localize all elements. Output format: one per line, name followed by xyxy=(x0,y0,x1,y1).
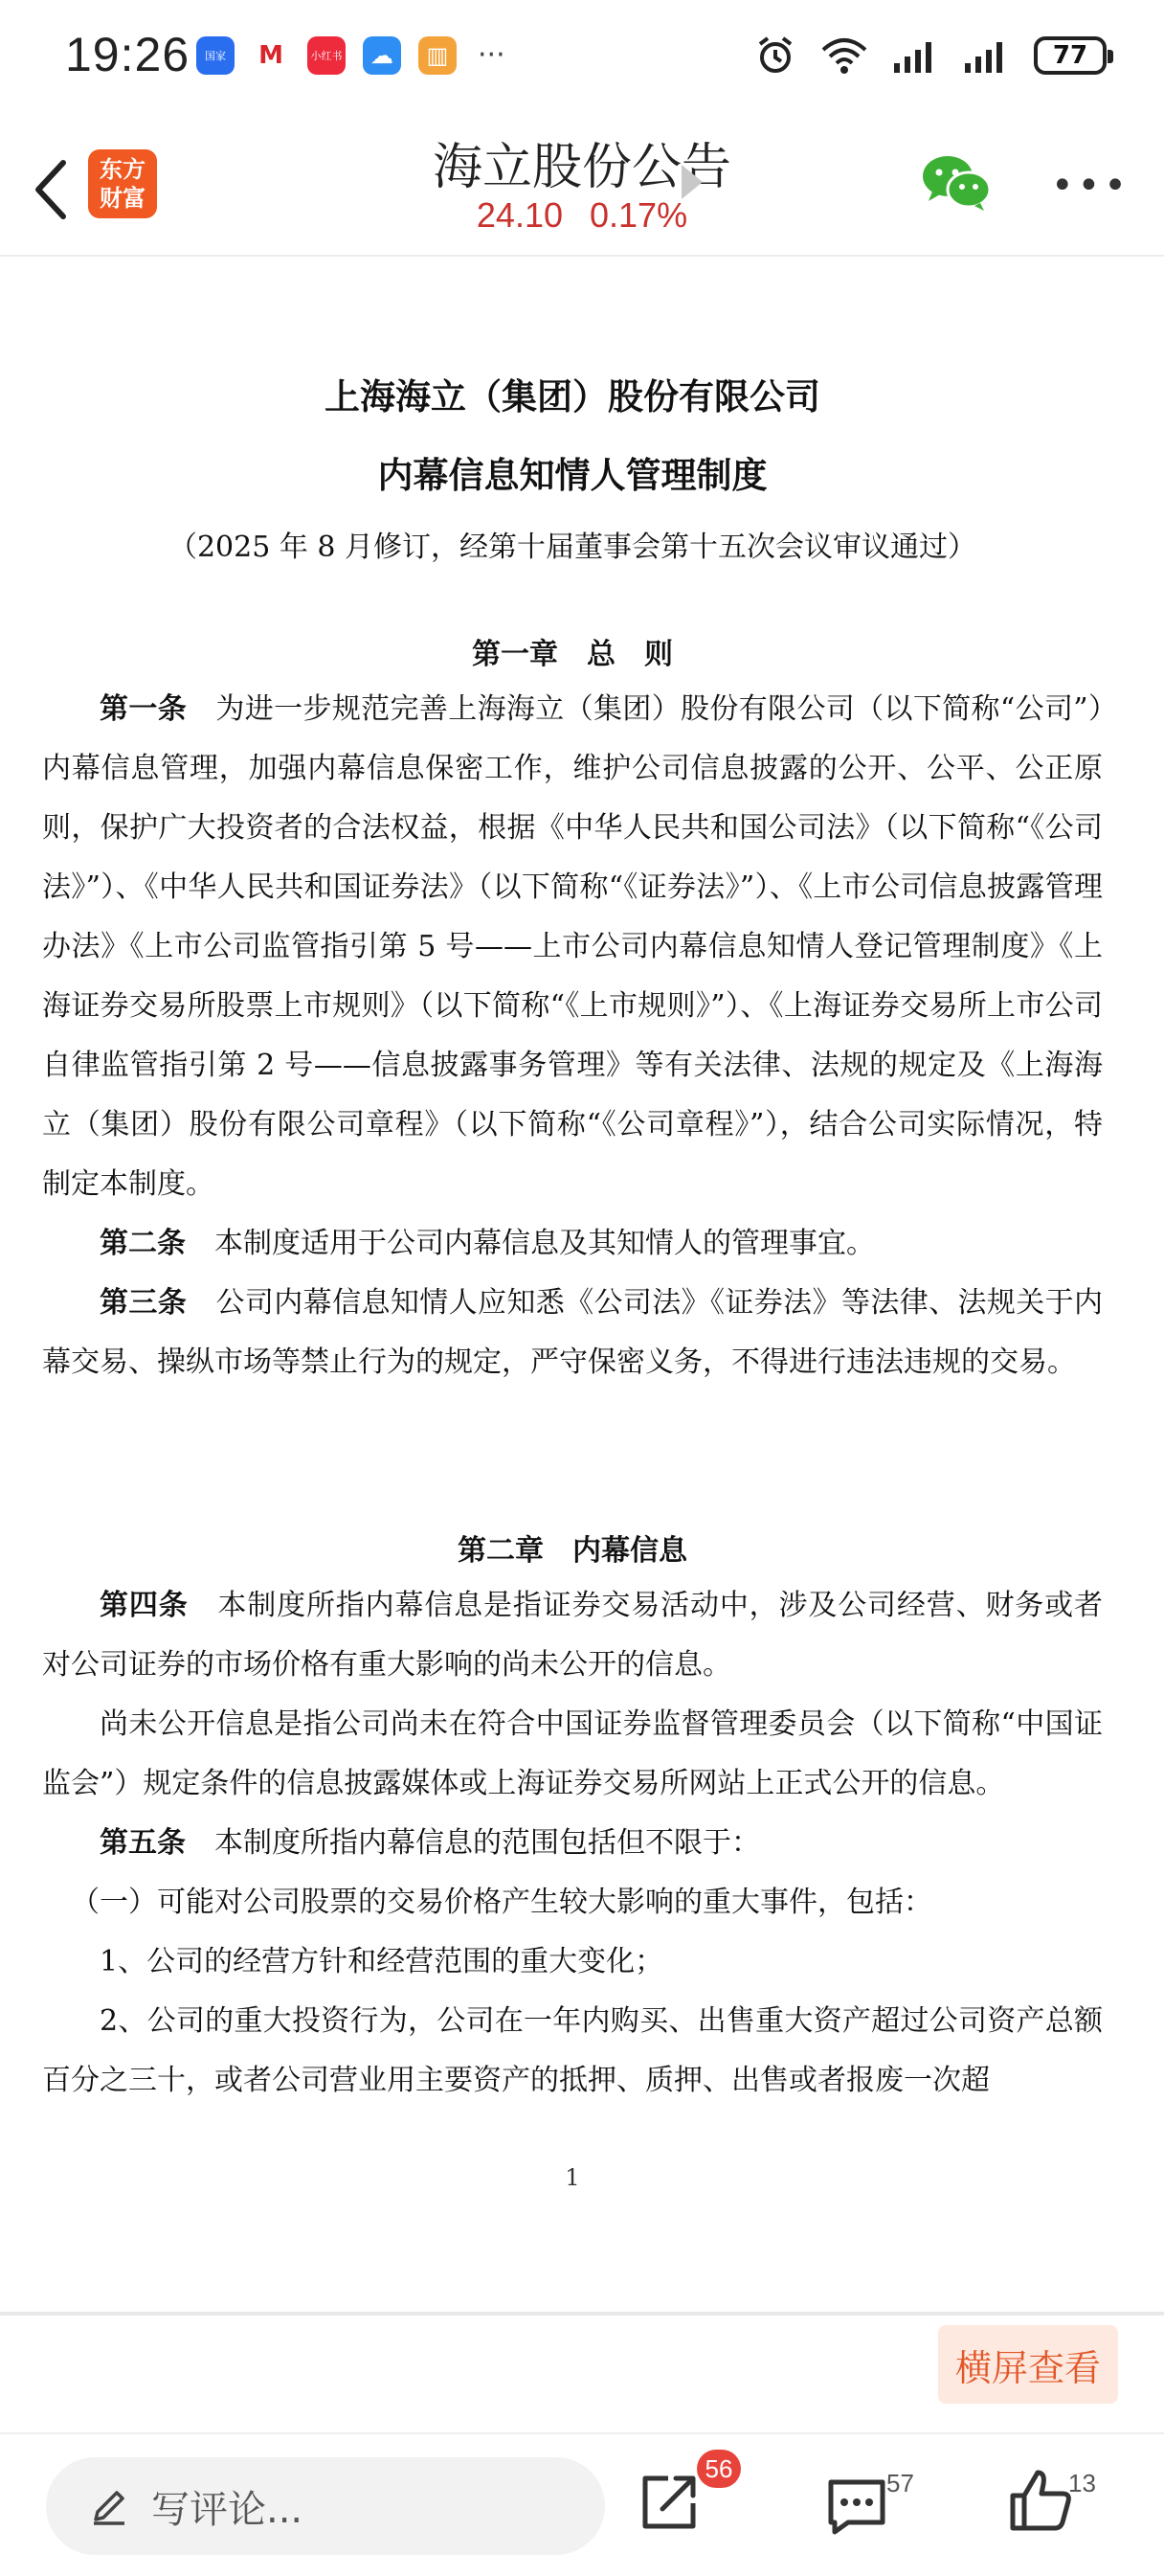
xiaohongshu-app-icon: 小红书 xyxy=(307,36,346,75)
article-5 xyxy=(42,1814,1103,1873)
more-notifications-icon: ··· xyxy=(478,38,505,72)
article-label: 第四条 xyxy=(100,1589,189,1622)
cloud-app-icon: ☁ xyxy=(363,36,401,75)
cmb-app-icon: M xyxy=(252,36,290,75)
comment-placeholder: 写评论... xyxy=(151,2487,303,2532)
page-number: 1 xyxy=(565,2164,580,2191)
chapter-heading: 第一章 总 则 xyxy=(472,638,673,671)
article-3 xyxy=(42,1274,1103,1392)
chapter-heading: 第二章 内幕信息 xyxy=(458,1534,687,1568)
paint-app-icon: ▥ xyxy=(418,36,457,75)
wifi-icon xyxy=(819,34,869,77)
bottom-action-bar xyxy=(0,2432,1164,2576)
like-count: 13 xyxy=(1068,2469,1096,2497)
article-text: 公司内幕信息知情人应知悉《公司法》《证券法》等法律、法规关于内幕交易、操纵市场等禁止行为的规定，严守保密义务，不得进行违法违规的交易。 xyxy=(42,1286,1104,1379)
app-header xyxy=(0,115,1164,257)
article-label: 第二条 xyxy=(100,1227,186,1260)
triangle-right-icon[interactable] xyxy=(682,165,703,199)
doc-title: 内幕信息知情人管理制度 xyxy=(377,455,768,496)
pencil-icon xyxy=(88,2485,130,2527)
landscape-view-button[interactable]: 横屏查看 xyxy=(938,2325,1118,2404)
logo-line2: 财富 xyxy=(100,185,146,212)
alarm-icon xyxy=(754,34,796,77)
article-text: 本制度所指内幕信息是指证券交易活动中，涉及公司经营、财务或者对公司证券的市场价格有重大影响的尚未公开的信息。 xyxy=(42,1589,1104,1682)
list-item: （一）可能对公司股票的交易价格产生较大影响的重大事件，包括： xyxy=(71,1886,932,1919)
notification-icons xyxy=(196,36,505,75)
share-count-badge: 56 xyxy=(697,2450,741,2488)
comment-icon[interactable] xyxy=(823,2473,890,2540)
guojia-app-icon: 国家 xyxy=(196,36,235,75)
article-text: 本制度适用于公司内幕信息及其知情人的管理事宜。 xyxy=(186,1227,875,1260)
article-1 xyxy=(42,680,1103,1214)
article-4-paragraph-2: 尚未公开信息是指公司尚未在符合中国证券监督管理委员会（以下简称“中国证监会”）规定条件的信息披露媒体或上海证券交易所网站上正式公开的信息。 xyxy=(42,1707,1103,1800)
comment-input[interactable] xyxy=(46,2457,605,2555)
stock-change: 0.17% xyxy=(590,195,688,235)
article-text: 本制度所指内幕信息的范围包括但不限于： xyxy=(186,1826,760,1860)
comment-count: 57 xyxy=(886,2469,914,2497)
wechat-share-icon[interactable] xyxy=(921,153,992,213)
status-bar xyxy=(0,0,1164,115)
page-title[interactable]: 海立股份公告 xyxy=(432,139,731,196)
list-item: 1、公司的经营方针和经营范围的重大变化； xyxy=(100,1945,664,1978)
article-2 xyxy=(42,1214,1103,1274)
article-label: 第一条 xyxy=(100,692,188,726)
article-text: 为进一步规范完善上海海立（集团）股份有限公司（以下简称“公司”）内幕信息管理，加强内幕信息保密工作，维护公司信息披露的公开、公平、公正原则，保护广大投资者的合法权益，根据《中华人民共和国公司法》（以下简称“《公司法》”）、《中华人民共和国证券法》（以下简称“《证券法》”）、《上市公司信息披露管理办法》《上市公司监管指引第 5 号——上市公司内幕信息知情人登记管理制度》《上海证券交易所股票上市规则》（以下简称“《上市规则》”）、《上海证券交易所上市公司自律监管指引第 2 号——信息披露事务管理》等有关法律、法规的规定及《上海海立（集团）股份有限公司章程》（以下简称“《公司章程》”），结合公司实际情况，特制定本制度。 xyxy=(42,692,1103,1201)
more-icon[interactable]: ••• xyxy=(1051,164,1130,208)
signal-icon xyxy=(892,36,940,75)
signal-icon-2 xyxy=(963,36,1011,75)
divider xyxy=(0,2312,1164,2316)
article-4 xyxy=(42,1576,1103,1695)
stock-price: 24.10 xyxy=(476,195,563,235)
status-time: 19:26 xyxy=(65,28,190,81)
doc-revision: （2025 年 8 月修订，经第十届董事会第十五次会议审议通过） xyxy=(168,531,977,564)
system-icons xyxy=(754,34,1107,77)
list-item: 2、公司的重大投资行为，公司在一年内购买、出售重大资产超过公司资产总额百分之三十，或者公司营业用主要资产的抵押、质押、出售或者报废一次超 xyxy=(42,2004,1103,2097)
thumbs-up-icon[interactable] xyxy=(1007,2467,1074,2534)
battery-icon: 77 xyxy=(1034,36,1107,75)
share-icon[interactable] xyxy=(636,2469,703,2536)
doc-company: 上海海立（集团）股份有限公司 xyxy=(325,376,820,418)
logo-line1: 东方 xyxy=(100,156,146,183)
article-label: 第五条 xyxy=(100,1826,186,1860)
article-label: 第三条 xyxy=(100,1286,188,1320)
